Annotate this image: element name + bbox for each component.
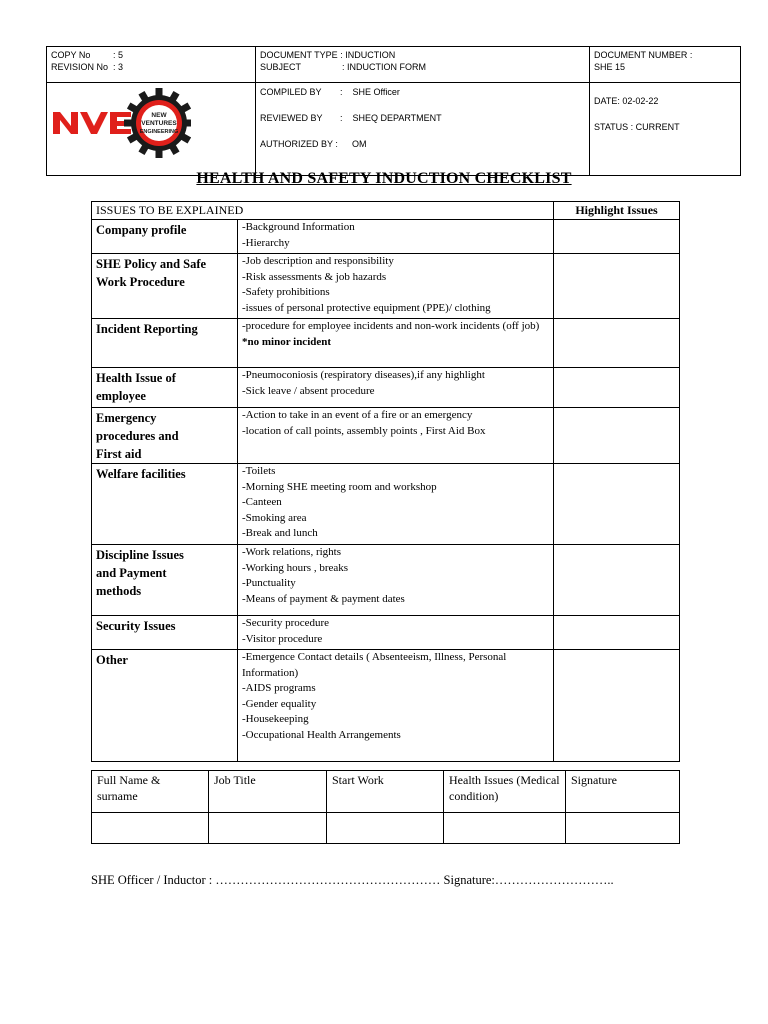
category-line: procedures and xyxy=(96,429,179,443)
checklist-items xyxy=(238,220,554,254)
gear-icon xyxy=(124,88,191,158)
checklist-row xyxy=(92,319,680,368)
checklist-items xyxy=(238,464,554,545)
document-date: DATE: 02-02-22 xyxy=(594,96,659,106)
subject-label: SUBJECT xyxy=(260,62,302,72)
personnel-table xyxy=(91,770,680,844)
checklist-header-row xyxy=(92,202,680,220)
highlight-issue-cell[interactable] xyxy=(554,220,680,254)
footer-signoff xyxy=(91,873,614,888)
checklist-category xyxy=(92,464,238,545)
logo-line-2: VENTURES xyxy=(141,120,177,127)
checklist-item: -Work relations, rights xyxy=(242,546,342,558)
start-work-header: Start Work xyxy=(327,771,444,813)
full-name-field[interactable] xyxy=(92,813,209,844)
copy-no-label: COPY No xyxy=(51,50,91,60)
checklist-items xyxy=(238,254,554,319)
category-line: SHE Policy and Safe xyxy=(96,257,207,271)
checklist-items xyxy=(238,545,554,616)
full-name-header: Full Name & surname xyxy=(92,771,209,813)
copy-no-value: : 5 xyxy=(113,50,124,60)
checklist-item: -Working hours , breaks xyxy=(242,561,349,574)
checklist-item: -Canteen xyxy=(242,496,282,508)
highlight-issue-cell[interactable] xyxy=(554,254,680,319)
highlight-issue-cell[interactable] xyxy=(554,368,680,408)
highlight-issue-cell[interactable] xyxy=(554,545,680,616)
checklist-item: -Safety prohibitions xyxy=(242,286,330,298)
doc-type-value: : INDUCTION xyxy=(340,50,396,60)
checklist-item: -issues of personal protective equipment (PPE)/ clothing xyxy=(242,301,491,314)
subject-value: : INDUCTION FORM xyxy=(342,62,426,72)
checklist-item: -Punctuality xyxy=(242,577,296,589)
revision-no-value: : 3 xyxy=(113,62,124,72)
checklist-row xyxy=(92,650,680,762)
issues-column-header: ISSUES TO BE EXPLAINED xyxy=(92,202,554,220)
logo-line-1: NEW xyxy=(151,112,167,119)
checklist-items xyxy=(238,616,554,650)
checklist-item: -Pneumoconiosis (respiratory diseases),if any highlight xyxy=(242,369,485,381)
checklist-item: -Smoking area xyxy=(242,511,307,524)
reviewed-by-value: : SHEQ DEPARTMENT xyxy=(340,113,442,123)
signature-label: Signature: xyxy=(443,873,495,887)
checklist-item: -Housekeeping xyxy=(242,713,309,725)
checklist-item: -Break and lunch xyxy=(242,527,318,539)
checklist-row xyxy=(92,545,680,616)
category-line: Health Issue of xyxy=(96,371,176,385)
checklist-items xyxy=(238,408,554,464)
checklist-category xyxy=(92,616,238,650)
copy-revision-cell xyxy=(47,47,256,83)
health-issues-header: Health Issues (Medical condition) xyxy=(444,771,566,813)
highlight-column-header: Highlight Issues xyxy=(554,202,680,220)
checklist-category xyxy=(92,650,238,762)
doc-number-value: SHE 15 xyxy=(594,62,626,72)
checklist-item: -Morning SHE meeting room and workshop xyxy=(242,480,437,493)
checklist-note: *no minor incident xyxy=(242,335,332,348)
checklist-category xyxy=(92,545,238,616)
doc-type-subject-cell xyxy=(256,47,590,83)
compiled-by-value: : SHE Officer xyxy=(340,87,400,97)
inductor-signature-line[interactable]: ……………………………………………… xyxy=(215,873,441,887)
category-line: Emergency xyxy=(96,411,157,425)
checklist-category xyxy=(92,368,238,408)
checklist-item: -Risk assessments & job hazards xyxy=(242,270,387,283)
checklist-category xyxy=(92,220,238,254)
personnel-header-row xyxy=(92,771,680,813)
health-issues-field[interactable] xyxy=(444,813,566,844)
category-line: Discipline Issues xyxy=(96,548,184,562)
company-logo xyxy=(51,86,191,160)
logo-letters xyxy=(53,112,131,134)
approvals-cell xyxy=(256,83,590,176)
inductor-label: SHE Officer / Inductor : xyxy=(91,873,213,887)
authorized-by-value: OM xyxy=(352,139,367,149)
checklist-item: -Occupational Health Arrangements xyxy=(242,728,401,741)
checklist-category xyxy=(92,254,238,319)
checklist-row xyxy=(92,254,680,319)
checklist-item: -Toilets xyxy=(242,465,276,477)
checklist-item: -Hierarchy xyxy=(242,236,290,249)
checklist-row xyxy=(92,368,680,408)
checklist-item: -Visitor procedure xyxy=(242,632,323,645)
date-status-cell xyxy=(590,83,741,176)
logo-line-3: ENGINEERING xyxy=(139,129,179,135)
doc-number-cell xyxy=(590,47,741,83)
start-work-field[interactable] xyxy=(327,813,444,844)
category-line: methods xyxy=(96,584,142,598)
category-line: Work Procedure xyxy=(96,275,185,289)
signature-header: Signature xyxy=(566,771,680,813)
induction-checklist-table xyxy=(91,201,680,762)
checklist-item: -AIDS programs xyxy=(242,682,316,694)
category-line: and Payment xyxy=(96,566,167,580)
checklist-category xyxy=(92,408,238,464)
checklist-category xyxy=(92,319,238,368)
job-title-field[interactable] xyxy=(209,813,327,844)
checklist-item: -procedure for employee incidents and non-work incidents (off job) xyxy=(242,320,540,332)
logo-cell xyxy=(47,83,256,176)
highlight-issue-cell[interactable] xyxy=(554,650,680,762)
highlight-issue-cell[interactable] xyxy=(554,408,680,464)
checklist-row xyxy=(92,616,680,650)
doc-type-label: DOCUMENT TYPE xyxy=(260,50,338,60)
category-line: Welfare facilities xyxy=(96,467,186,481)
checklist-items xyxy=(238,368,554,408)
category-line: Security Issues xyxy=(96,619,176,633)
document-status: STATUS : CURRENT xyxy=(594,122,680,132)
checklist-item: -Emergence Contact details ( Absenteeism, Illness, Personal Information) xyxy=(242,651,507,679)
highlight-issue-cell[interactable] xyxy=(554,616,680,650)
document-header xyxy=(46,46,741,176)
page-title: HEALTH AND SAFETY INDUCTION CHECKLIST xyxy=(196,170,572,187)
category-line: First aid xyxy=(96,447,142,461)
checklist-item: -Action to take in an event of a fire or an emergency xyxy=(242,409,473,421)
category-line: Incident Reporting xyxy=(96,322,198,336)
checklist-items xyxy=(238,319,554,368)
checklist-row xyxy=(92,408,680,464)
highlight-issue-cell[interactable] xyxy=(554,319,680,368)
signature-line[interactable]: ……………………….. xyxy=(494,873,614,887)
highlight-issue-cell[interactable] xyxy=(554,464,680,545)
checklist-items xyxy=(238,650,554,762)
checklist-row xyxy=(92,220,680,254)
checklist-item: -Sick leave / absent procedure xyxy=(242,384,375,397)
checklist-item: -Security procedure xyxy=(242,617,330,629)
authorized-by-label: AUTHORIZED BY : xyxy=(260,139,338,149)
checklist-item: -Gender equality xyxy=(242,697,317,710)
category-line: employee xyxy=(96,389,146,403)
checklist-row xyxy=(92,464,680,545)
checklist-item: -Background Information xyxy=(242,221,355,233)
category-line: Other xyxy=(96,653,128,667)
checklist-item: -Job description and responsibility xyxy=(242,255,394,267)
doc-number-label: DOCUMENT NUMBER : xyxy=(594,50,693,60)
checklist-item: -location of call points, assembly points , First Aid Box xyxy=(242,424,486,437)
compiled-by-label: COMPILED BY xyxy=(260,87,322,97)
personnel-entry-row xyxy=(92,813,680,844)
reviewed-by-label: REVIEWED BY xyxy=(260,113,323,123)
signature-field[interactable] xyxy=(566,813,680,844)
job-title-header: Job Title xyxy=(209,771,327,813)
revision-no-label: REVISION No xyxy=(51,62,109,72)
checklist-item: -Means of payment & payment dates xyxy=(242,592,405,605)
category-line: Company profile xyxy=(96,223,187,237)
